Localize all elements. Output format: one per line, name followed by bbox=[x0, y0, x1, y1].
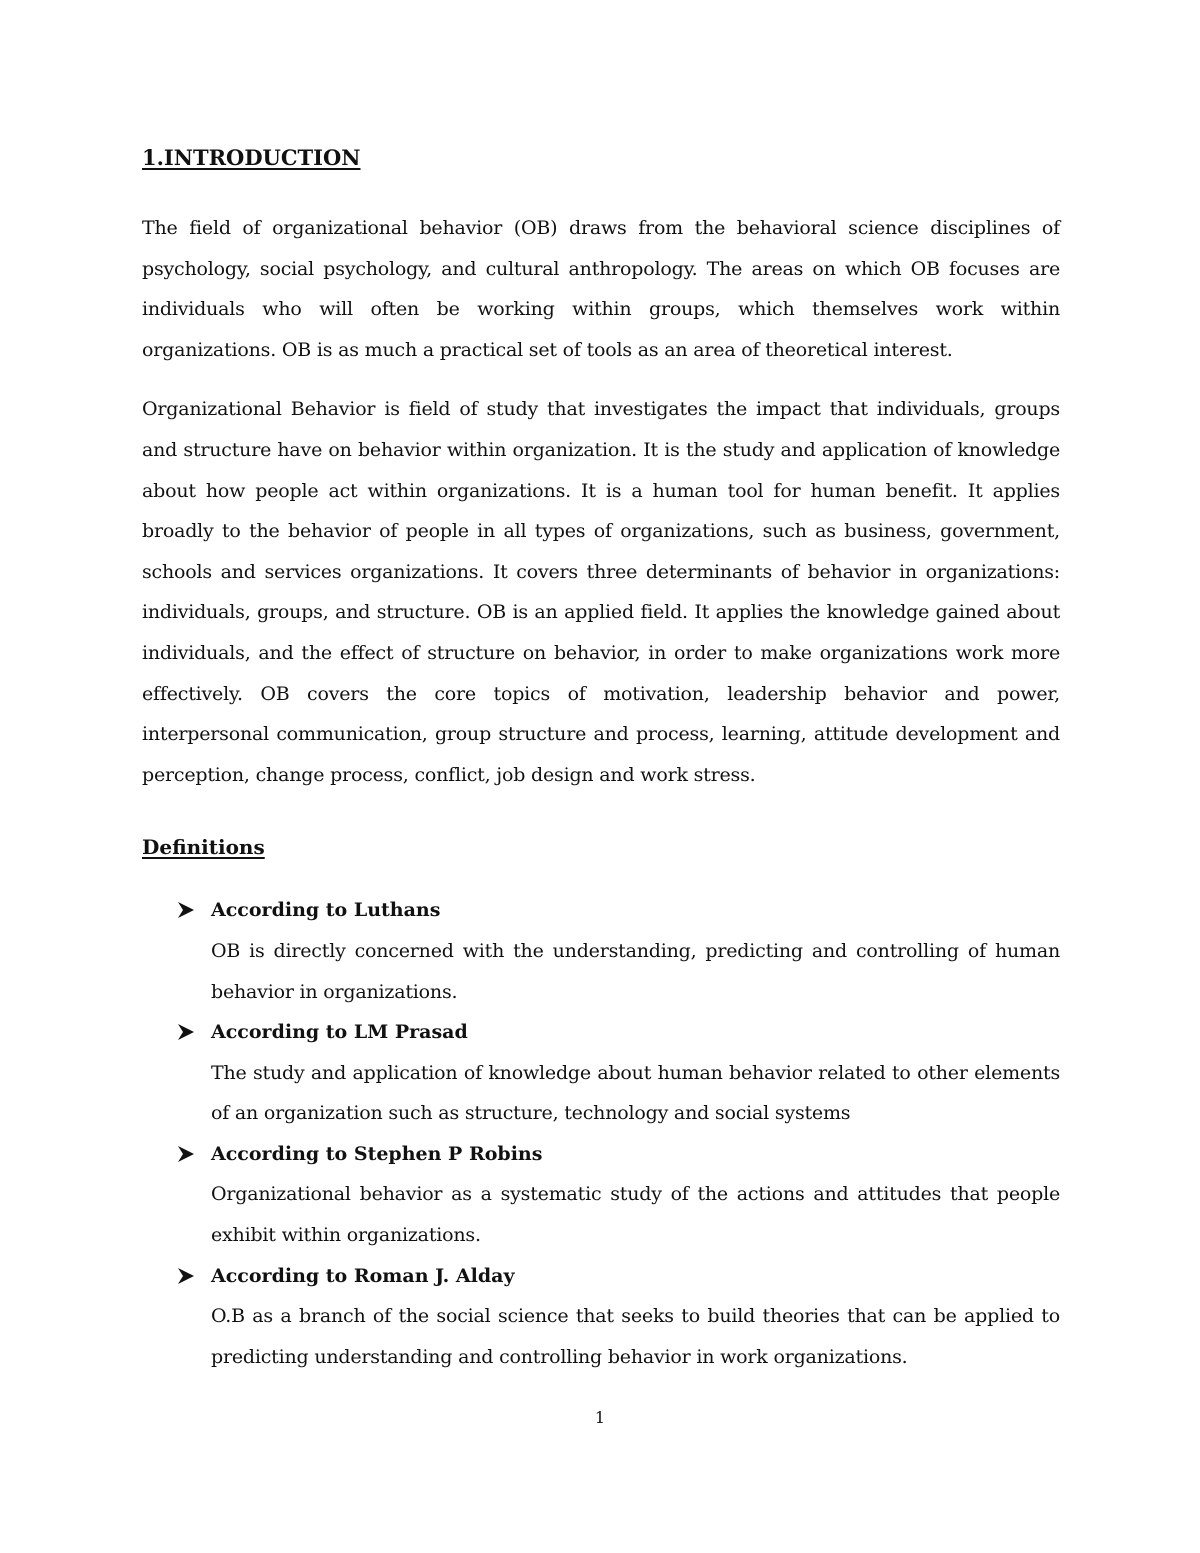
definition-title: According to Luthans bbox=[211, 899, 441, 922]
definition-text: The study and application of knowledge about human behavior related to other elements of an organization such as structure, technology and social systems bbox=[211, 1061, 1060, 1125]
definitions-list bbox=[142, 890, 1060, 1377]
definition-item-robins bbox=[142, 1134, 1060, 1256]
definition-text: O.B as a branch of the social science that seeks to build theories that can be applied to predicting understanding and controlling behavior in work organizations. bbox=[211, 1305, 1060, 1368]
definition-title: According to Roman J. Alday bbox=[211, 1264, 515, 1287]
definition-item-alday bbox=[142, 1256, 1060, 1378]
definition-title: According to LM Prasad bbox=[211, 1021, 468, 1044]
intro-paragraph-1: The field of organizational behavior (OB) draws from the behavioral science disciplines of psychology, social psychology, and cultural anthropology. The areas on which OB focuses are individuals who will often be working within groups, which themselves work within organizations. OB is as much a practical set of tools as an area of theoretical interest. bbox=[142, 217, 1060, 361]
arrowhead-bullet-icon bbox=[176, 1022, 196, 1042]
definition-text: OB is directly concerned with the understanding, predicting and controlling of human behavior in organizations. bbox=[211, 939, 1060, 1003]
definition-item-prasad bbox=[142, 1012, 1060, 1134]
definition-item-luthans bbox=[142, 890, 1060, 1012]
page-number: 1 bbox=[594, 1408, 606, 1427]
definition-title: According to Stephen P Robins bbox=[211, 1142, 543, 1165]
arrowhead-bullet-icon bbox=[176, 1266, 196, 1286]
arrowhead-bullet-icon bbox=[176, 900, 196, 920]
definition-text: Organizational behavior as a systematic study of the actions and attitudes that people exhibit within organizations. bbox=[211, 1183, 1060, 1247]
arrowhead-bullet-icon bbox=[176, 1144, 196, 1164]
page-content bbox=[142, 143, 1060, 1377]
definitions-heading: Definitions bbox=[142, 835, 265, 860]
intro-paragraph-2: Organizational Behavior is field of study that investigates the impact that individuals, groups and structure have on behavior within organization. It is the study and application of knowledge about how people act within organizations. It is a human tool for human benefit. It applies broadly to the behavior of people in all types of organizations, such as business, government, schools and services organizations. It covers three determinants of behavior in organizations: individuals, groups, and structure. OB is an applied field. It applies the knowledge gained about individuals, and the effect of structure on behavior, in order to make organizations work more effectively. OB covers the core topics of motivation, leadership behavior and power, interpersonal communication, group structure and process, learning, attitude development and perception, change process, conflict, job design and work stress. bbox=[142, 398, 1060, 786]
section-heading: 1.INTRODUCTION bbox=[142, 145, 361, 170]
